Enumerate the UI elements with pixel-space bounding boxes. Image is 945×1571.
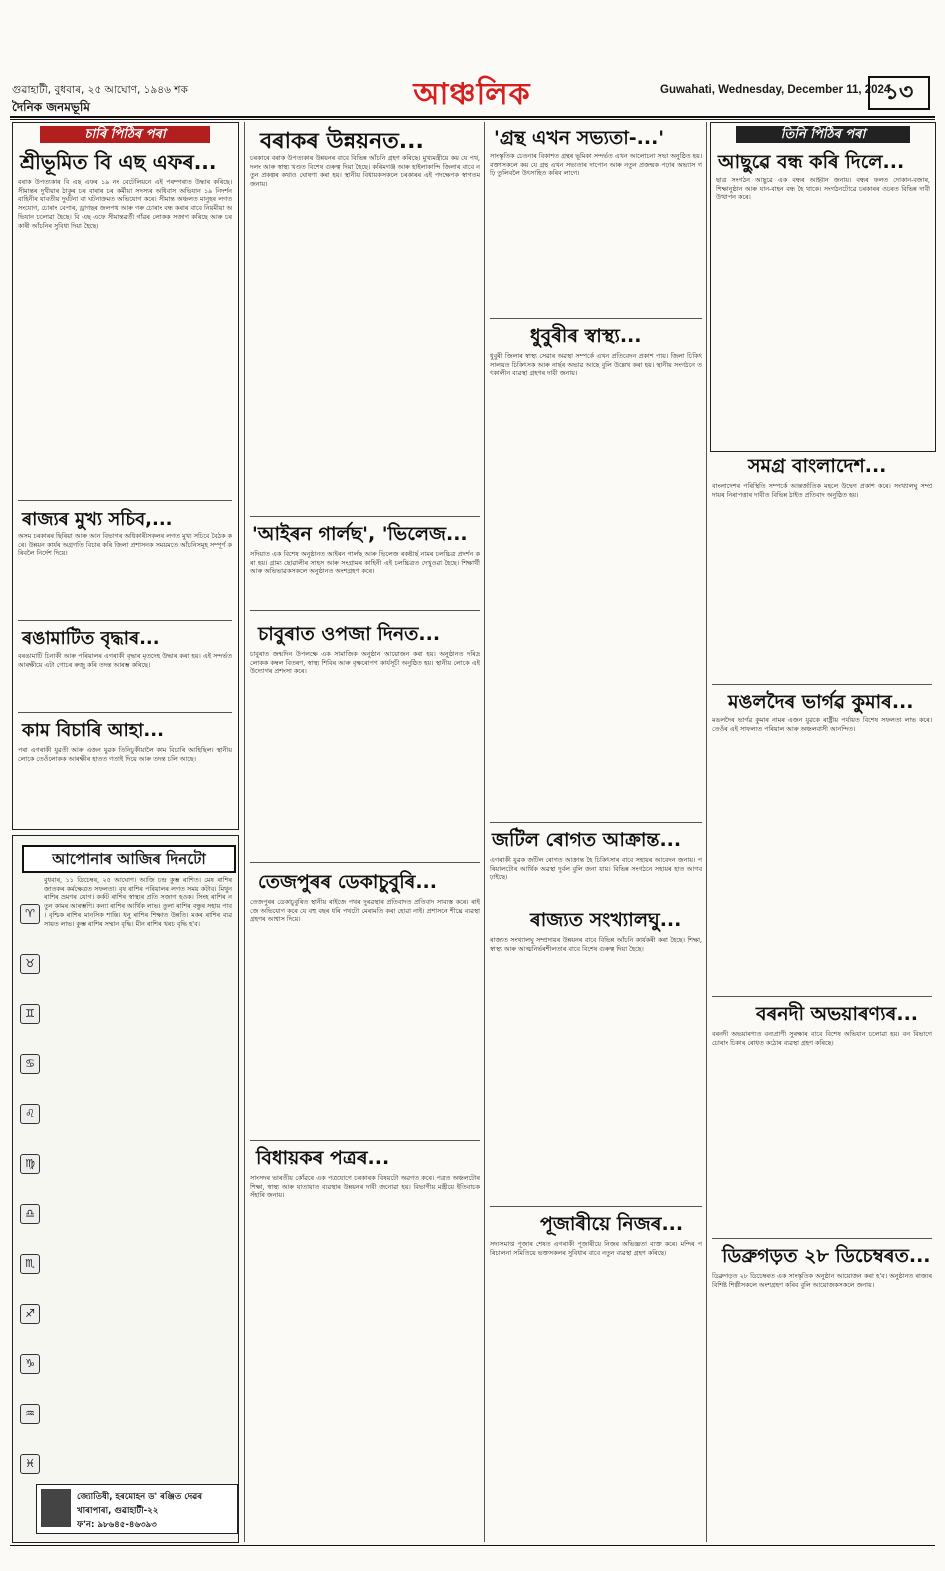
column-rule: [706, 122, 707, 1542]
divider: [250, 1140, 480, 1141]
headline: ৰঙামাটিত বৃদ্ধাৰ...: [22, 628, 160, 649]
article-body: সদিয়াত এক বিশেষ অনুষ্ঠানত আইৰন গাৰ্লছ আৰু ভিলেজ ৰকষ্টাৰ্ছ নামৰ চলচ্চিত্ৰ প্ৰদৰ্শন কৰা হয়। গ্ৰাম্য ছোৱালীৰ সাহস আৰু সংগ্ৰামৰ কাহিনী এই চলচ্চিত্ৰত দেখুওৱা হৈছে। শিক্ষাৰ্থী আৰু অভিভাৱকসকলে অনুষ্ঠানত অংশগ্ৰহণ কৰে।: [250, 550, 480, 576]
section-logo: [372, 70, 572, 116]
headline: ৰাজ্যত সংখ্যালঘু...: [530, 909, 682, 931]
leo-icon: ♌: [20, 1104, 40, 1124]
astrologer-address: খাৰাপাৰা, গুৱাহাটী-২২: [77, 1506, 159, 1516]
divider: [490, 1206, 702, 1207]
capricorn-icon: ♑: [20, 1354, 40, 1374]
divider: [712, 684, 932, 685]
cancer-icon: ♋: [20, 1054, 40, 1074]
article-body: সাংস্কৃতিক চেতনাৰ বিকাশত গ্ৰন্থৰ ভূমিকা সন্দৰ্ভত এখন আলোচনা সভা অনুষ্ঠিত হয়। বক্তাসকলে কয় যে গ্ৰন্থ এখন সভ্যতাৰ দাপোন আৰু নতুন প্ৰজন্মক পঢ়াৰ অভ্যাস গঢ়ি তুলিবলৈ উৎসাহিত কৰিব লাগে।: [490, 152, 702, 178]
virgo-icon: ♍: [20, 1154, 40, 1174]
masthead-rule: [10, 116, 935, 118]
headline: বৰনদী অভয়াৰণ্যৰ...: [756, 1003, 919, 1025]
headline: 'আইৰন গাৰ্লছ', 'ভিলেজ...: [252, 523, 468, 545]
headline: বিধায়কৰ পত্ৰৰ...: [256, 1147, 390, 1169]
headline: মঙলদৈৰ ভাৰ্গৱ কুমাৰ...: [728, 691, 914, 713]
sagittarius-icon: ♐: [20, 1304, 40, 1324]
article-body: চাবুৰাত জন্মদিন উপলক্ষে এক সামাজিক অনুষ্ঠান আয়োজন কৰা হয়। অনুষ্ঠানত দৰিদ্ৰ লোকক কম্বল বিতৰণ, স্বাস্থ্য শিবিৰ আৰু বৃক্ষৰোপণ কাৰ্যসূচী অনুষ্ঠিত হয়। স্থানীয় লোকে এই উদ্যোগৰ প্ৰশংসা কৰে।: [250, 650, 480, 676]
masthead-rule-thin: [10, 119, 935, 120]
article-body: পৰা এগৰাকী যুৱতী আৰু এজন যুৱক তিনিচুকীয়ালৈ কাম বিচাৰি আহিছিল। স্থানীয় লোকে তেওঁলোকক আৰক্ষীৰ হাতত গতাই দিয়ে আৰু তদন্ত চলি আছে।: [18, 746, 232, 763]
aquarius-icon: ♒: [20, 1404, 40, 1424]
article-body: ছাত্ৰ সংগঠন আছুৱে এক বন্ধৰ আহ্বান জনায়। বন্ধৰ ফলত দোকান-বজাৰ, শিক্ষানুষ্ঠান আৰু যান-বাহন বন্ধ হৈ থাকে। সংগঠনটোৱে চৰকাৰৰ ওচৰত বিভিন্ন দাবী উত্থাপন কৰে।: [716, 176, 930, 202]
article-body: এগৰাকী যুৱক জটিল ৰোগত আক্ৰান্ত হৈ চিকিৎসাৰ বাবে সহায়ৰ আবেদন জনায়। পৰিয়ালটোৰ আৰ্থিক অৱস্থা দুৰ্বল বুলি জনা যায়। বিভিন্ন সংগঠনে সহায়ৰ হাত আগবঢ়াইছে।: [490, 856, 702, 882]
column-rule: [484, 122, 485, 1542]
taurus-icon: ♉: [20, 954, 40, 974]
astrologer-phone: ফ'ন: ৯৮৬৪৫-৪৬৩৯৩: [77, 1520, 157, 1530]
pisces-icon: ♓: [20, 1454, 40, 1474]
divider: [250, 862, 480, 863]
divider: [18, 712, 232, 713]
headline: ডিব্ৰুগড়ত ২৮ ডিচেম্বৰত...: [722, 1245, 931, 1267]
horoscope-title: আপোনাৰ আজিৰ দিনটো: [22, 845, 236, 873]
dateline-english: Guwahati, Wednesday, December 11, 2024: [660, 84, 891, 96]
article-body: সাংসদৰ ভাৰতীয় কোঁৱৰে এক পত্ৰযোগে চৰকাৰক বিষয়টো অৱগত কৰে। পত্ৰত অঞ্চলটোৰ শিক্ষা, স্বাস্থ্য আৰু যাতায়াত ব্যৱস্থাৰ উন্নয়নৰ দাবী জনোৱা হয়। বিভাগীয় মন্ত্ৰীয়ে ইতিবাচক সঁহাৰি জনায়।: [250, 1174, 480, 1200]
headline: আছুৱে বন্ধ কৰি দিলে...: [718, 151, 905, 173]
headline: 'গ্ৰন্থ এখন সভ্যতা-...': [494, 127, 665, 149]
astrologer-photo: [41, 1489, 71, 1527]
astrologer-card: [36, 1484, 238, 1534]
headline: ৰাজ্যৰ মুখ্য সচিব,...: [22, 509, 173, 530]
headline: চাবুৰাত ওপজা দিনত...: [258, 623, 441, 645]
article-body: চৰকাৰে বৰাক উপত্যকাৰ উন্নয়নৰ বাবে বিভিন্ন আঁচনি গ্ৰহণ কৰিছে। মুখ্যমন্ত্ৰীয়ে কয় যে পথ, দলং আৰু স্বাস্থ্য খণ্ডত বিশেষ গুৰুত্ব দিয়া হৈছে। কৰিমগঞ্জ আৰু হাইলাকান্দি জিলাৰ বাবে নতুন প্ৰকল্পৰ কথাও ঘোষণা কৰা হয়। স্থানীয় বিধায়কসকলে চৰকাৰৰ এই পদক্ষেপক স্বাগতম জনায়।: [250, 154, 480, 189]
divider: [490, 822, 702, 823]
aries-icon: ♈: [20, 904, 40, 924]
headline: জটিল ৰোগত আক্ৰান্ত...: [492, 829, 682, 851]
divider: [712, 996, 932, 997]
headline: কাম বিচাৰি আহা...: [22, 720, 164, 741]
left-banner: চাৰি পিঠিৰ পৰা: [40, 126, 210, 143]
article-body: সদ্যসমাপ্ত পূজাৰ শেষত এগৰাকী পূজাৰীয়ে নিজৰ অভিজ্ঞতা ব্যক্ত কৰে। মন্দিৰ পৰিচালনা সমিতিয়ে ভক্তসকলৰ সুবিধাৰ বাবে নতুন ব্যৱস্থা গ্ৰহণ কৰিছে।: [490, 1240, 702, 1257]
paper-name: দৈনিক জনমভূমি: [12, 100, 90, 114]
page-bottom-rule: [10, 1545, 935, 1546]
column-rule: [244, 122, 245, 1542]
article-body: অসম চৰকাৰৰ ছিৰিয়া আৰু আন বিভাগৰ অধিকাৰীসকলৰ লগত মুখ্য সচিবে বৈঠক কৰে। উন্নয়ন কাৰ্যৰ অগ্ৰগতি বিচাৰ কৰি জিলা প্ৰশাসনক সময়মতে আঁচনিসমূহ সম্পূৰ্ণ কৰিবলৈ নিৰ্দেশ দিয়ে।: [18, 532, 232, 558]
right-banner: তিনি পিঠিৰ পৰা: [736, 126, 910, 143]
horoscope-body: বুধবাৰ, ১১ ডিচেম্বৰ, ২৫ আঘোণ। আজি চন্দ্ৰ কুম্ভ ৰাশিত। মেষ ৰাশিৰ জাতকৰ কৰ্মক্ষেত্ৰত সফলতা। বৃষ ৰাশিৰ পৰিয়ালৰ লগত সময় কটাব। মিথুন ৰাশিৰ ভ্ৰমণৰ যোগ। কৰ্কট ৰাশিৰ স্বাস্থ্যৰ প্ৰতি সজাগ হওক। সিংহ ৰাশিৰ নতুন কামৰ আৰম্ভণি। কন্যা ৰাশিৰ আৰ্থিক লাভ। তুলা ৰাশিৰ বন্ধুৰ সহায় পাব। বৃশ্চিক ৰাশিৰ মানসিক শান্তি। ধনু ৰাশিৰ শিক্ষাত উন্নতি। মকৰ ৰাশিৰ ব্যৱসায়ত লাভ। কুম্ভ ৰাশিৰ সম্মান বৃদ্ধি। মীন ৰাশিৰ খৰচ বৃদ্ধি হ'ব।: [44, 876, 232, 928]
divider: [490, 318, 702, 319]
divider: [18, 500, 232, 501]
article-body: ৰাজ্যত সংখ্যালঘু সম্প্ৰদায়ৰ উন্নয়নৰ বাবে বিভিন্ন আঁচনি কাৰ্যকৰী কৰা হৈছে। শিক্ষা, স্বাস্থ্য আৰু আত্মনিৰ্ভৰশীলতাৰ বাবে বিশেষ গুৰুত্ব দিয়া হৈছে।: [490, 936, 702, 953]
headline: পূজাৰীয়ে নিজৰ...: [540, 1213, 684, 1235]
article-body: তেজপুৰৰ ডেকাচুবুৰিত স্থানীয় ৰাইজে পথৰ দুৰৱস্থাৰ প্ৰতিবাদত প্ৰতিবাদ সাব্যস্ত কৰে। ৰাইজে অভিযোগ কৰে যে বহু বছৰ ধৰি পথটো মেৰামতি কৰা হোৱা নাই। প্ৰশাসনে শীঘ্ৰে ব্যৱস্থা গ্ৰহণৰ আশ্বাস দিয়ে।: [250, 898, 480, 924]
divider: [712, 1238, 932, 1239]
page-number: ১৩: [868, 76, 930, 110]
article-body: বৰনদী অভয়াৰণ্যত বন্যপ্ৰাণী সুৰক্ষাৰ বাবে বিশেষ অভিযান চলোৱা হয়। বন বিভাগে চোৰাং চিকাৰ ৰোধত কঠোৰ ব্যৱস্থা গ্ৰহণ কৰিছে।: [712, 1030, 932, 1047]
divider: [250, 610, 480, 611]
headline: সমগ্ৰ বাংলাদেশ...: [748, 455, 887, 477]
libra-icon: ♎: [20, 1204, 40, 1224]
article-body: ধুবুৰী জিলাৰ স্বাস্থ্য সেৱাৰ অৱস্থা সম্পৰ্কে এখন প্ৰতিবেদন প্ৰকাশ পায়। জিলা চিকিৎসালয়ত চিকিৎসক আৰু নাৰ্ছৰ অভাৱ আছে বুলি উল্লেখ কৰা হয়। স্থানীয় সংগঠনে তৎকালীন ব্যৱস্থা গ্ৰহণৰ দাবী জনায়।: [490, 352, 702, 378]
article-body: ডিব্ৰুগড়ত ২৮ ডিচেম্বৰত এক সাংস্কৃতিক অনুষ্ঠান আয়োজন কৰা হ'ব। অনুষ্ঠানত ৰাজ্যৰ বিশিষ্ট শিল্পীসকলে অংশগ্ৰহণ কৰিব বুলি আয়োজকসকলে জনায়।: [712, 1272, 932, 1289]
headline: ধুবুৰীৰ স্বাস্থ্য...: [530, 325, 642, 347]
logo-text: আঞ্চলিক: [413, 77, 531, 112]
headline: বৰাকৰ উন্নয়নত...: [260, 129, 424, 154]
astrologer-name: জ্যোতিষী, হৰমোহন ড' ৰঞ্জিত দেৱৰ: [77, 1492, 203, 1502]
headline: শ্ৰীভূমিত বি এছ এফৰ...: [20, 150, 217, 174]
divider: [250, 516, 480, 517]
dateline-local: গুৱাহাটী, বুধবাৰ, ২৫ আঘোণ, ১৯৪৬ শক: [12, 84, 188, 96]
article-body: বৰঙামাটি চিনাকী আৰু পৰিয়ালৰ এগৰাকী বৃদ্ধাৰ মৃতদেহ উদ্ধাৰ কৰা হয়। এই সন্দৰ্ভত আৰক্ষীয়ে এটা গোচৰ ৰুজু কৰি তদন্ত আৰম্ভ কৰিছে।: [18, 652, 232, 669]
article-body: বৰাক উপত্যকাৰ বি এছ এফৰ ১৯ নং বেটেলিয়নে এই পৰম্পৰাত উদ্ধাৰ কৰিছে। সীমান্তৰ দুখীয়াৰ ঠাকুৰ চৰ বাৰাৰ চৰ কৰ্মীয়া সদস্যৰ অধিবাস অভিযান ১৯ নিদৰ্শন বাহিনীৰ যাবতীয় দুৰ্ঘটনা বা ঘটনাক্ৰমত অভিযোগ কৰে। সীমান্ত অঞ্চলত মানুহৰ লগত সংযোগ, চোৰাং বেপাৰ, ড্ৰাগছৰ জলপথ আৰু গৰু চোৰাং বন্ধ কৰাৰ বাবে নিয়মীয়া অভিযান চলোৱা হৈছে। বি এছ এফে সীমান্তৱৰ্তী গাঁৱৰ লোকক সজাগ কৰিছে আৰু চৰকাৰী আঁচনিৰ সুবিধা দিয়া হৈছে।: [18, 178, 232, 230]
article-body: বাংলাদেশৰ পৰিস্থিতি সম্পৰ্কে আন্তৰ্জাতিক মহলে উদ্বেগ প্ৰকাশ কৰে। সংখ্যালঘু সম্প্ৰদায়ৰ নিৰাপত্তাৰ দাবীত বিভিন্ন ঠাইত প্ৰতিবাদ অনুষ্ঠিত হয়।: [712, 482, 932, 499]
gemini-icon: ♊: [20, 1004, 40, 1024]
scorpio-icon: ♏: [20, 1254, 40, 1274]
article-body: মঙলদৈৰ ভাৰ্গৱ কুমাৰ নামৰ এজন যুৱকে ৰাষ্ট্ৰীয় পৰ্যায়ত বিশেষ সফলতা লাভ কৰে। তেওঁৰ এই সাফল্যত পৰিয়াল আৰু অঞ্চলবাসী আনন্দিত।: [712, 716, 932, 733]
headline: তেজপুৰৰ ডেকাচুবুৰি...: [258, 871, 437, 893]
divider: [18, 620, 232, 621]
